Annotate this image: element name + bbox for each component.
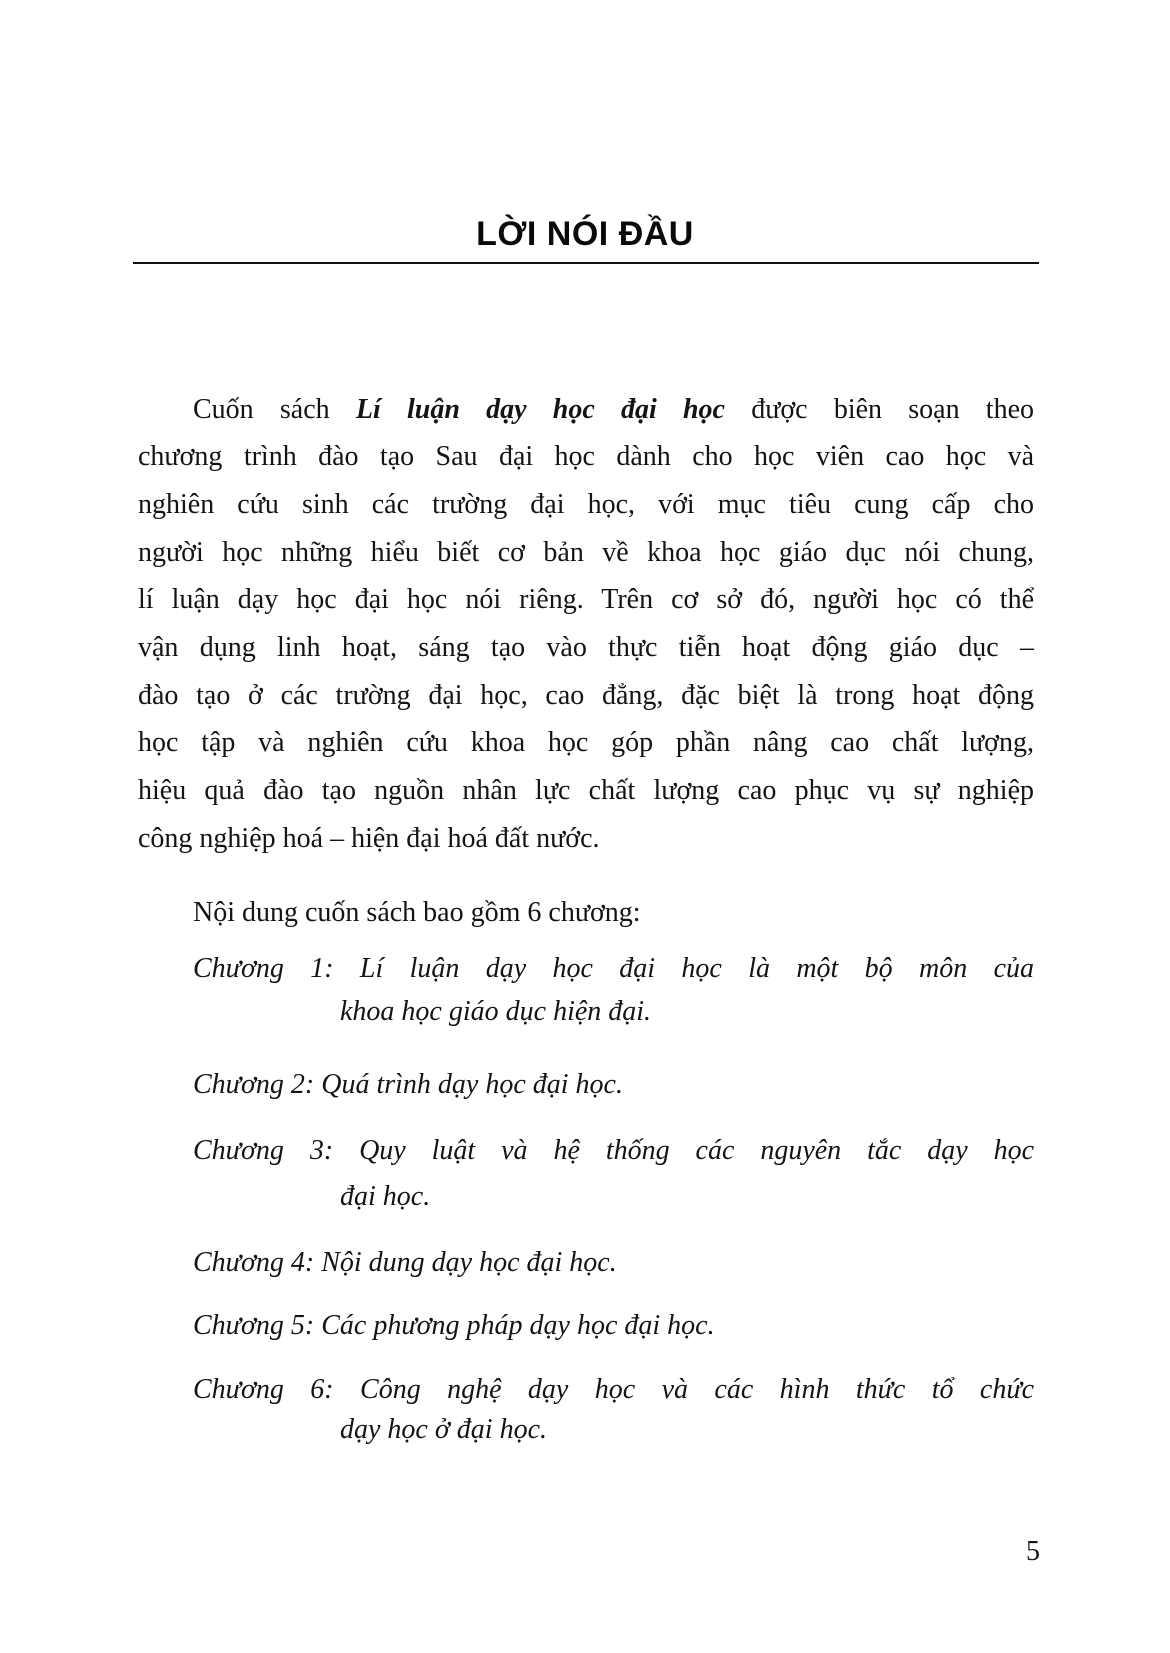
chapter-title-continued: dạy học ở đại học. [340,1414,548,1445]
paragraph-line: nghiên cứu sinh các trường đại học, với mục tiêu cung cấp cho [138,489,1034,520]
chapter-label: Chương 6: [193,1374,334,1405]
paragraph-line: học tập và nghiên cứu khoa học góp phần nâng cao chất lượng, [138,727,1034,758]
chapter-title: Các phương pháp dạy học đại học. [321,1310,715,1341]
title-rule [133,262,1039,264]
paragraph-line: hiệu quả đào tạo nguồn nhân lực chất lượng cao phục vụ sự nghiệp [138,775,1034,806]
chapter-item [193,1249,1034,1277]
paragraph-text: Cuốn sách [193,394,356,425]
paragraph-line [193,396,1034,424]
paragraph-line: lí luận dạy học đại học nói riêng. Trên cơ sở đó, người học có thể [138,584,1034,615]
paragraph-line: công nghiệp hoá – hiện đại hoá đất nước. [138,823,600,854]
chapter-title: Quy luật và hệ thống các nguyên tắc dạy học [359,1135,1035,1166]
chapter-item [193,1376,1034,1404]
paragraph-line: đào tạo ở các trường đại học, cao đẳng, đặc biệt là trong hoạt động [138,680,1034,711]
chapter-title: Nội dung dạy học đại học. [321,1247,617,1278]
chapter-title-continued: khoa học giáo dục hiện đại. [340,996,652,1027]
chapter-title: Công nghệ dạy học và các hình thức tổ chức [360,1374,1035,1405]
chapter-item [193,1312,1034,1340]
chapter-title: Quá trình dạy học đại học. [321,1069,623,1100]
chapter-label: Chương 4: [193,1247,315,1278]
paragraph-line: vận dụng linh hoạt, sáng tạo vào thực tiễn hoạt động giáo dục – [138,632,1034,663]
paragraph-line: người học những hiểu biết cơ bản về khoa học giáo dục nói chung, [138,537,1034,568]
chapter-title: Lí luận dạy học đại học là một bộ môn của [359,953,1035,984]
page-title: LỜI NÓI ĐẦU [476,215,694,253]
page-number: 5 [1026,1536,1040,1567]
paragraph-text: được biên soạn theo [724,394,1035,425]
chapter-title-continued: đại học. [340,1181,431,1212]
chapter-label: Chương 2: [193,1069,315,1100]
chapter-item [193,955,1034,983]
book-title: Lí luận dạy học đại học [355,394,725,425]
contents-lead: Nội dung cuốn sách bao gồm 6 chương: [193,897,641,928]
paragraph-line: chương trình đào tạo Sau đại học dành cho học viên cao học và [138,441,1034,472]
chapter-label: Chương 3: [193,1135,334,1166]
chapter-item [193,1137,1034,1165]
chapter-item [193,1071,1034,1099]
chapter-label: Chương 1: [193,953,334,984]
chapter-label: Chương 5: [193,1310,315,1341]
